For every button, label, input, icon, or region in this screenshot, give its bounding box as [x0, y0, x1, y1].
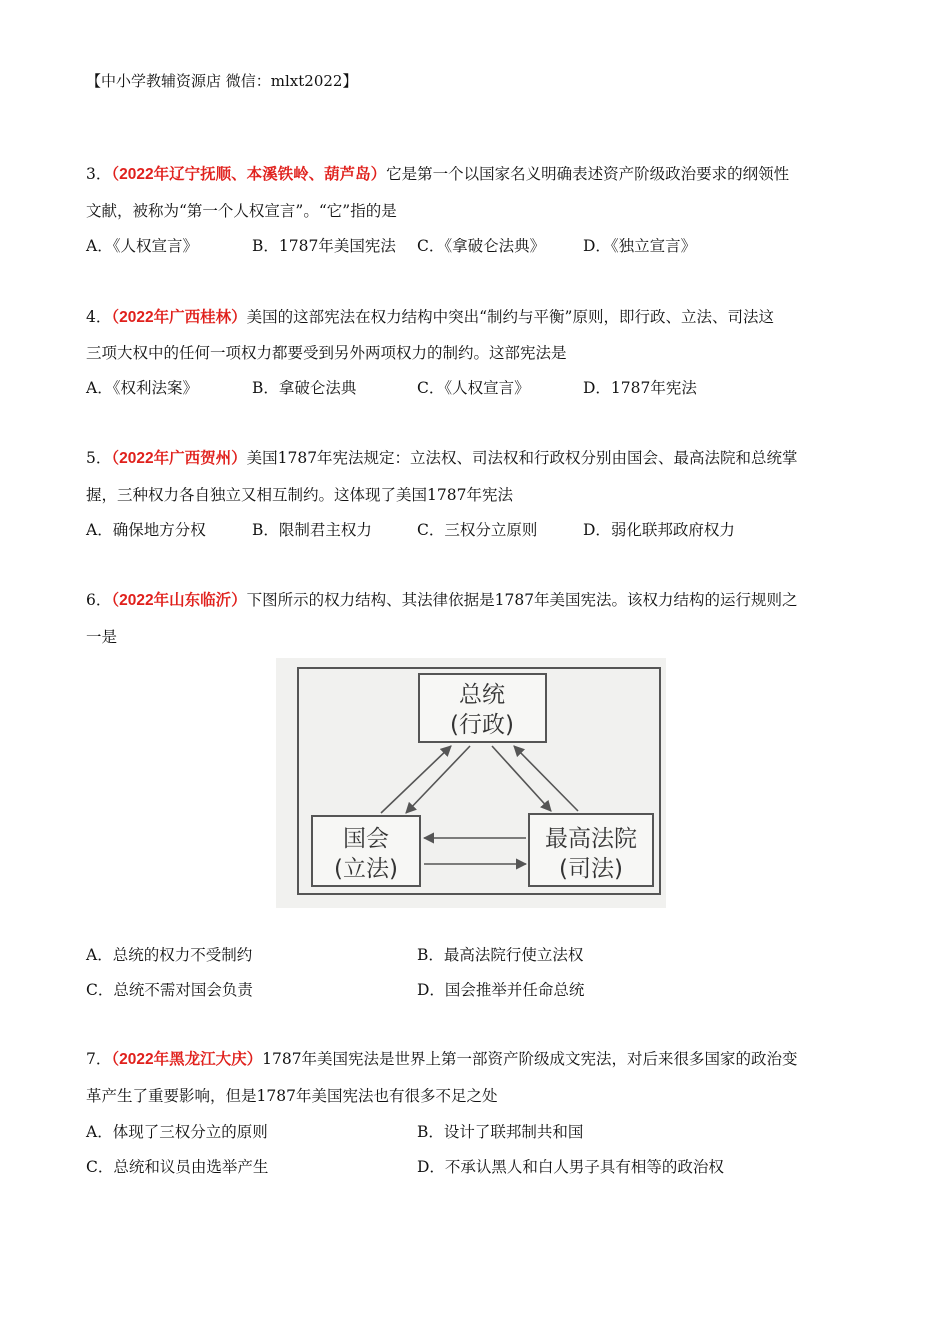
question-7-line-2: 革产生了重要影响，但是1787年美国宪法也有很多不足之处: [86, 1087, 498, 1105]
question-text: 它是第一个以国家名义明确表述资产阶级政治要求的纲领性: [386, 165, 790, 183]
supreme-court-label: 最高法院: [545, 826, 637, 852]
option-a: A．确保地方分权: [86, 521, 206, 539]
question-5-line-2: 握，三种权力各自独立又相互制约。这体现了美国1787年宪法: [86, 486, 513, 504]
option-d: D．弱化联邦政府权力: [583, 521, 735, 539]
question-number: 3．: [86, 165, 112, 183]
option-a: A．《权利法案》: [86, 379, 198, 397]
option-c: C．《人权宣言》: [417, 379, 530, 397]
question-text: 下图所示的权力结构、其法律依据是1787年美国宪法。该权力结构的运行规则之: [246, 591, 798, 609]
question-3-line-1: [86, 162, 789, 184]
question-7-line-1: [86, 1047, 798, 1069]
option-d: D．《独立宣言》: [583, 237, 697, 255]
question-number: 7．: [86, 1050, 112, 1068]
option-c: C．总统不需对国会负责: [86, 981, 253, 999]
question-4-line-1: [86, 305, 774, 327]
separation-of-powers-diagram: [276, 658, 666, 908]
question-number: 4．: [86, 308, 112, 326]
question-3-line-2: 文献，被称为“第一个人权宣言”。“它”指的是: [86, 202, 397, 220]
question-source: （2022年辽宁抚顺、本溪铁岭、葫芦岛）: [111, 166, 387, 183]
question-6-line-2: 一是: [86, 628, 118, 646]
question-text: 美国1787年宪法规定：立法权、司法权和行政权分别由国会、最高法院和总统掌: [246, 449, 798, 467]
executive-label: (行政): [450, 712, 514, 738]
question-number: 6．: [86, 591, 112, 609]
option-a: A．总统的权力不受制约: [86, 946, 253, 964]
option-b: B．1787年美国宪法: [252, 237, 396, 255]
question-text: 1787年美国宪法是世界上第一部资产阶级成文宪法，对后来很多国家的政治变: [262, 1050, 798, 1068]
question-source: （2022年黑龙江大庆）: [111, 1051, 263, 1068]
option-a: A．《人权宣言》: [86, 237, 198, 255]
question-5-line-1: [86, 446, 798, 468]
option-c: C．总统和议员由选举产生: [86, 1158, 269, 1176]
question-source: （2022年广西桂林）: [111, 309, 247, 326]
option-d: D．国会推举并任命总统: [417, 981, 585, 999]
option-a: A．体现了三权分立的原则: [86, 1123, 268, 1141]
option-b: B．限制君主权力: [252, 521, 372, 539]
option-b: B．设计了联邦制共和国: [417, 1123, 584, 1141]
legislative-label: (立法): [334, 856, 398, 882]
option-d: D．1787年宪法: [583, 379, 697, 397]
page-header: 【中小学教辅资源店 微信：mlxt2022】: [86, 72, 358, 90]
option-d: D．不承认黑人和白人男子具有相等的政治权: [417, 1158, 724, 1176]
option-b: B．最高法院行使立法权: [417, 946, 584, 964]
judicial-label: (司法): [559, 856, 623, 882]
question-4-line-2: 三项大权中的任何一项权力都要受到另外两项权力的制约。这部宪法是: [86, 344, 567, 362]
question-6-line-1: [86, 588, 798, 610]
congress-label: 国会: [343, 826, 389, 852]
option-b: B．拿破仑法典: [252, 379, 357, 397]
question-source: （2022年广西贺州）: [111, 450, 247, 467]
question-number: 5．: [86, 449, 112, 467]
question-text: 美国的这部宪法在权力结构中突出“制约与平衡”原则，即行政、立法、司法这: [246, 308, 774, 326]
option-c: C．三权分立原则: [417, 521, 538, 539]
option-c: C．《拿破仑法典》: [417, 237, 546, 255]
question-source: （2022年山东临沂）: [111, 592, 247, 609]
president-label: 总统: [459, 682, 505, 708]
